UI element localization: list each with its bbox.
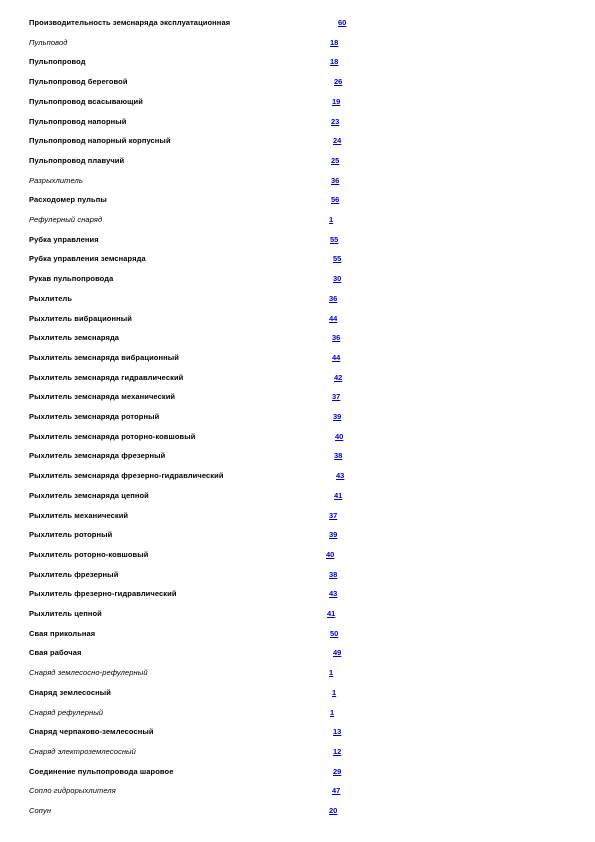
page-number-link[interactable]: 38: [329, 569, 338, 579]
page-number-link[interactable]: 43: [329, 589, 338, 599]
page-number-link[interactable]: 40: [335, 431, 344, 441]
index-entry: [0, 471, 595, 485]
index-term: Свая рабочая: [29, 648, 82, 658]
index-term: Рыхлитель земснаряда вибрационный: [29, 352, 179, 362]
page-number-link[interactable]: 36: [331, 175, 340, 185]
index-entry: [0, 333, 595, 347]
page-number-link[interactable]: 49: [333, 648, 342, 658]
index-entry: [0, 609, 595, 623]
index-term: Рыхлитель механический: [29, 510, 129, 520]
page-number-link[interactable]: 60: [338, 18, 347, 27]
index-entry: [0, 806, 595, 820]
index-entry: [0, 57, 595, 71]
index-term: Сопун: [29, 806, 52, 815]
index-term: Рыхлитель земснаряда механический: [29, 392, 176, 402]
page-number-link[interactable]: 43: [336, 471, 345, 481]
index-entry: [0, 156, 595, 170]
index-term: Рыхлитель земснаряда фрезерно-гидравлический: [29, 471, 224, 481]
page-number-link[interactable]: 1: [329, 668, 334, 678]
index-entry: [0, 215, 595, 229]
index-entry: [0, 767, 595, 781]
page-number-link[interactable]: 38: [334, 451, 343, 461]
page-number-link[interactable]: 41: [334, 490, 343, 500]
index-term: Рыхлитель вибрационный: [29, 313, 132, 323]
index-term: Рыхлитель земснаряда фрезерный: [29, 451, 166, 461]
page-number-link[interactable]: 36: [329, 293, 338, 303]
index-entry: [0, 648, 595, 662]
index-term: Рубка управления земснаряда: [29, 254, 146, 264]
index-entry: [0, 530, 595, 544]
page-number-link[interactable]: 18: [330, 57, 339, 67]
index-term: Снаряд электроземлесосный: [29, 746, 136, 756]
index-term: Рыхлитель земснаряда роторно-ковшовый: [29, 431, 196, 441]
page-number-link[interactable]: 26: [334, 77, 343, 87]
index-term: Снаряд землесосно-рефулерный: [29, 668, 148, 678]
index-term: Рыхлитель фрезерно-гидравлический: [29, 589, 177, 599]
index-entry: [0, 254, 595, 268]
page-number-link[interactable]: 19: [332, 96, 341, 106]
page-number-link[interactable]: 12: [333, 746, 342, 756]
index-term: Пульпопровод напорный корпусный: [29, 136, 171, 146]
page-number-link[interactable]: 1: [332, 687, 337, 697]
index-entry: [0, 511, 595, 525]
index-entry: [0, 373, 595, 387]
index-term: Рыхлитель: [29, 293, 73, 303]
index-entry: [0, 727, 595, 741]
page-number-link[interactable]: 25: [331, 155, 340, 165]
page-number-link[interactable]: 37: [332, 392, 341, 402]
index-entry: [0, 451, 595, 465]
page-number-link[interactable]: 39: [333, 412, 342, 421]
page-number-link[interactable]: 30: [333, 274, 342, 284]
index-term: Рыхлитель роторно-ковшовый: [29, 549, 149, 559]
page-number-link[interactable]: 47: [332, 786, 341, 796]
page-number-link[interactable]: 1: [330, 707, 335, 717]
index-entry: [0, 353, 595, 367]
page-number-link[interactable]: 29: [333, 766, 342, 776]
index-entry: [0, 314, 595, 328]
index-term: Пульповод: [29, 37, 68, 47]
index-entry: [0, 97, 595, 111]
index-term: Разрыхлитель: [29, 175, 83, 185]
index-entry: [0, 136, 595, 150]
index-entry: [0, 274, 595, 288]
page-number-link[interactable]: 40: [326, 549, 335, 559]
index-entry: [0, 786, 595, 800]
index-term: Пульпопровод береговой: [29, 77, 128, 87]
page-number-link[interactable]: 44: [329, 313, 338, 323]
index-term: Пульпопровод напорный: [29, 116, 127, 126]
index-term: Рыхлитель фрезерный: [29, 569, 119, 579]
index-term: Рукав пульпопровода: [29, 274, 114, 284]
index-entry: [0, 392, 595, 406]
page-number-link[interactable]: 56: [331, 195, 340, 205]
page-number-link[interactable]: 18: [330, 37, 339, 47]
index-entry: [0, 589, 595, 603]
index-term: Снаряд землесосный: [29, 687, 111, 697]
index-entry: [0, 294, 595, 308]
page-number-link[interactable]: 36: [332, 333, 341, 343]
page-number-link[interactable]: 13: [333, 727, 342, 737]
index-term: Сопло гидрорыхлителя: [29, 786, 116, 796]
index-term: Снаряд черпаково-землесосный: [29, 727, 154, 737]
index-entry: [0, 38, 595, 52]
index-term: Свая прикольная: [29, 628, 96, 638]
index-term: Рыхлитель земснаряда: [29, 333, 120, 343]
page-number-link[interactable]: 1: [329, 215, 334, 224]
index-term: Пульпопровод: [29, 57, 86, 67]
page-number-link[interactable]: 41: [327, 609, 336, 618]
index-entry: [0, 629, 595, 643]
index-term: Рефулерный снаряд: [29, 215, 103, 224]
index-term: Пульпопровод всасывающий: [29, 96, 143, 106]
index-entry: [0, 18, 595, 32]
page-number-link[interactable]: 44: [332, 352, 341, 362]
index-entry: [0, 432, 595, 446]
index-entry: [0, 668, 595, 682]
index-entry: [0, 491, 595, 505]
index-entry: [0, 195, 595, 209]
index-term: Расходомер пульпы: [29, 195, 107, 205]
index-entry: [0, 570, 595, 584]
index-term: Соединение пульпопровода шаровое: [29, 766, 174, 776]
page-number-link[interactable]: 39: [329, 530, 338, 540]
index-entry: [0, 117, 595, 131]
page-number-link[interactable]: 42: [334, 372, 343, 382]
index-entry: [0, 708, 595, 722]
index-term: Рыхлитель цепной: [29, 609, 102, 618]
page-number-link[interactable]: 23: [331, 116, 340, 126]
index-term: Рыхлитель земснаряда роторный: [29, 412, 160, 421]
index-entry: [0, 688, 595, 702]
index-entry: [0, 747, 595, 761]
page-number-link[interactable]: 50: [330, 628, 339, 638]
page-number-link[interactable]: 24: [333, 136, 342, 146]
index-term: Рыхлитель роторный: [29, 530, 113, 540]
index-term: Рубка управления: [29, 234, 99, 244]
index-term: Снаряд рефулерный: [29, 707, 104, 717]
index-entry: [0, 176, 595, 190]
page-number-link[interactable]: 55: [333, 254, 342, 264]
page-number-link[interactable]: 37: [329, 510, 338, 520]
page-number-link[interactable]: 20: [329, 806, 338, 815]
index-term: Рыхлитель земснаряда цепной: [29, 490, 149, 500]
index-entry: [0, 235, 595, 249]
index-entry: [0, 550, 595, 564]
index-entry: [0, 77, 595, 91]
index-term: Пульпопровод плавучий: [29, 155, 125, 165]
page-number-link[interactable]: 55: [330, 234, 339, 244]
index-term: Рыхлитель земснаряда гидравлический: [29, 372, 184, 382]
index-term: Производительность земснаряда эксплуатационная: [29, 18, 231, 27]
index-entry: [0, 412, 595, 426]
